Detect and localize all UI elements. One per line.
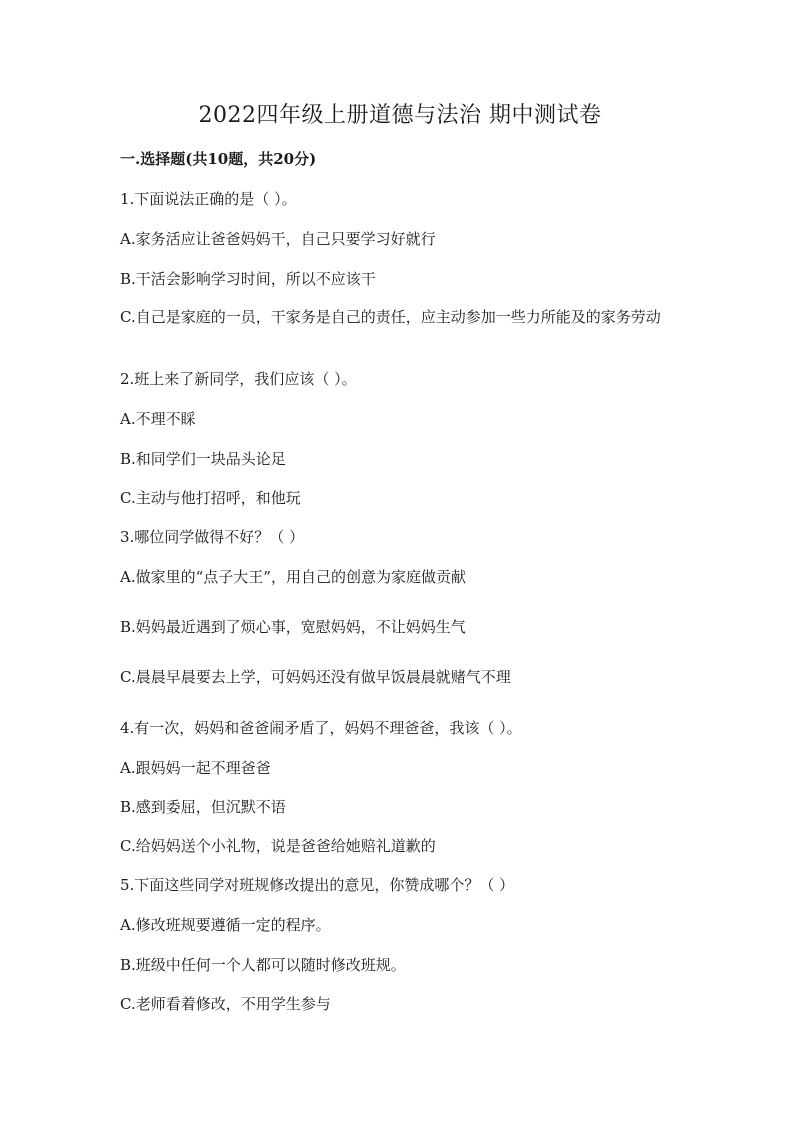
- option-b: B.妈妈最近遇到了烦心事，宽慰妈妈，不让妈妈生气: [120, 618, 466, 636]
- question-stem: 1.下面说法正确的是（ ）。: [120, 190, 297, 208]
- option-c: C.给妈妈送个小礼物，说是爸爸给她赔礼道歉的: [120, 837, 436, 855]
- question-stem: 4.有一次，妈妈和爸爸闹矛盾了，妈妈不理爸爸，我该（ ）。: [120, 719, 522, 737]
- section-heading: 一.选择题(共10题，共20分): [120, 150, 317, 168]
- option-a: A.修改班规要遵循一定的程序。: [120, 916, 331, 934]
- option-c: C.自己是家庭的一员，干家务是自己的责任，应主动参加一些力所能及的家务劳动: [120, 308, 661, 326]
- option-a: A.跟妈妈一起不理爸爸: [120, 759, 271, 777]
- option-b: B.和同学们一块品头论足: [120, 450, 286, 468]
- option-c: C.老师看着修改，不用学生参与: [120, 995, 331, 1013]
- page-title: 2022四年级上册道德与法治 期中测试卷: [198, 103, 602, 128]
- option-c: C.晨晨早晨要去上学，可妈妈还没有做早饭晨晨就赌气不理: [120, 668, 511, 686]
- option-b: B.班级中任何一个人都可以随时修改班规。: [120, 956, 406, 974]
- question-stem: 3.哪位同学做得不好？（ ）: [120, 528, 305, 546]
- option-b: B.感到委屈，但沉默不语: [120, 798, 286, 816]
- option-c: C.主动与他打招呼，和他玩: [120, 489, 301, 507]
- option-a: A.家务活应让爸爸妈妈干，自己只要学习好就行: [120, 230, 436, 248]
- question-stem: 2.班上来了新同学，我们应该（ ）。: [120, 370, 357, 388]
- option-a: A.做家里的“点子大王”，用自己的创意为家庭做贡献: [120, 568, 466, 586]
- option-b: B.干活会影响学习时间，所以不应该干: [120, 270, 376, 288]
- question-stem: 5.下面这些同学对班规修改提出的意见，你赞成哪个？（ ）: [120, 876, 515, 894]
- option-a: A.不理不睬: [120, 410, 196, 428]
